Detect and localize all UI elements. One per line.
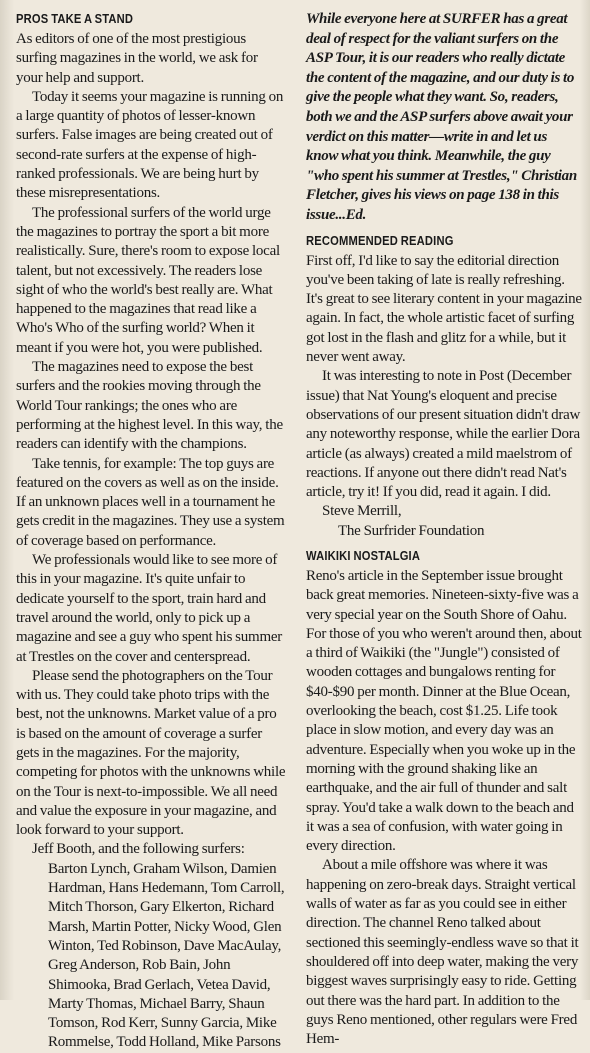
letter-paragraph: First off, I'd like to say the editorial direction you've been taking of late is really refreshing. It's great to see literary content in your magazine again. In fact, the whole artistic facet of surfing got lost in the flash and glitz for a while, but it never went away. <box>306 252 582 366</box>
letter-paragraph: The professional surfers of the world urge the magazines to portray the sport a bit more realistically. Sure, there's room to expose local talent, but not excessively. The readers lose sight of who the world's best really are. What happened to the magazines that read like a Who's Who of the surfing world? When it meant if you were hot, you were published. <box>16 204 280 356</box>
letter-paragraph: About a mile offshore was where it was happening on zero-break days. Straight vertical walls of water as far as you could see in either direction. The channel Reno talked about sectioned this seemingly-endless wave so that it shouldered off into deep water, making the very biggest waves surprisingly easy to ride. Getting out there was the hard part. In addition to the guys Reno mentioned, other regulars were Fred Hem- <box>306 857 579 1048</box>
letter-paragraph: Today it seems your magazine is running on a large quantity of photos of lesser-known surfers. False images are being created out of second-rate surfers at the expense of high-ranked professionals. We are being hurt by these misrepresentations. <box>16 88 284 202</box>
letter-signature-list: Jeff Booth, and the following surfers: Barton Lynch, Graham Wilson, Damien Hardman, Hans Hedemann, Tom Carroll, Mitch Thorson, Gary Elkerton, Richard Marsh, Martin Potter, Nicky Wood, Glen Winton, Ted Robinson, Dave MacAulay, Greg Anderson, Rob Bain, John Shimooka, Brad Gerlach, Vetea David, Marty Thomas, Michael Barry, Shaun Tomson, Rod Kerr, Sunny Garcia, Mike Rommelse, Todd Holland, Mike Parsons <box>32 841 285 1051</box>
left-column <box>16 10 286 1053</box>
letter-paragraph: The magazines need to expose the best surfers and the rookies moving through the World Tour rankings; the ones who are performing at the highest level. In this way, the readers can identify with the champions. <box>16 359 283 453</box>
editor-note: While everyone here at SURFER has a great deal of respect for the valiant surfers on the ASP Tour, it is our readers who really dictate the content of the magazine, and our duty is to give the people what they want. So, readers, both we and the ASP surfers above await your verdict on this matter—write in and let us know what you think. Meanwhile, the guy "who spent his summer at Trestles," Christian Fletcher, gives his views on page 138 in this issue...Ed. <box>306 11 577 223</box>
letter-paragraph: Reno's article in the September issue brought back great memories. Nineteen-sixty-five was a very special year on the South Shore of Oahu. For those of you who weren't around then, about a third of Waikiki (the "Jungle") consisted of wooden cottages and bungalows renting for $40-$90 per month. Dinner at the Blue Ocean, overlooking the beach, cost $1.25. Life took place in slow motion, and every day was an adventure. Especially when you woke up in the morning with the ground shaking like an earthquake, and the air full of thunder and salt spray. You'd take a walk down to the beach and it was a sea of confusion, with water going in every direction. <box>306 567 582 855</box>
section-title-pros-take-a-stand: PROS TAKE A STAND <box>16 11 134 26</box>
section-title-waikiki-nostalgia: WAIKIKI NOSTALGIA <box>306 547 421 563</box>
section-title-recommended-reading: RECOMMENDED READING <box>306 232 454 248</box>
letter-paragraph: It was interesting to note in Post (December issue) that Nat Young's eloquent and precise observations of our present situation didn't draw any noteworthy response, while the earlier Dora article (as always) created a mild maelstrom of reactions. If anyone out there didn't read Nat's article, try it! If you did, read it again. I did. <box>306 368 581 501</box>
letter-signature-org: The Surfrider Foundation <box>338 522 485 539</box>
letter-signature-name: Steve Merrill, <box>322 503 402 520</box>
adjacent-page-edge-left <box>0 0 14 1000</box>
letter-paragraph: As editors of one of the most prestigious surfing magazines in the world, we ask for your help and support. <box>16 31 258 86</box>
letter-paragraph: We professionals would like to see more of this in your magazine. It's quite unfair to dedicate yourself to the sport, train hard and travel around the world, only to pick up a magazine and see a guy who spent his summer at Trestles on the cover and centerspread. <box>16 552 283 665</box>
right-column <box>306 10 582 1049</box>
letter-paragraph: Please send the photographers on the Tour with us. They could take photo trips with the best, not the unknowns. Market value of a pro is based on the amount of coverage a surfer gets in the magazines. For the majority, competing for photos with the unknowns while on the Tour is next-to-impossible. We all need and value the exposure in your magazine, and look forward to your support. <box>16 667 286 839</box>
letter-paragraph: Take tennis, for example: The top guys are featured on the covers as well as on the inside. If an unknown places well in a tournament he gets credit in the magazines. They use a system of coverage based on performance. <box>16 455 285 549</box>
